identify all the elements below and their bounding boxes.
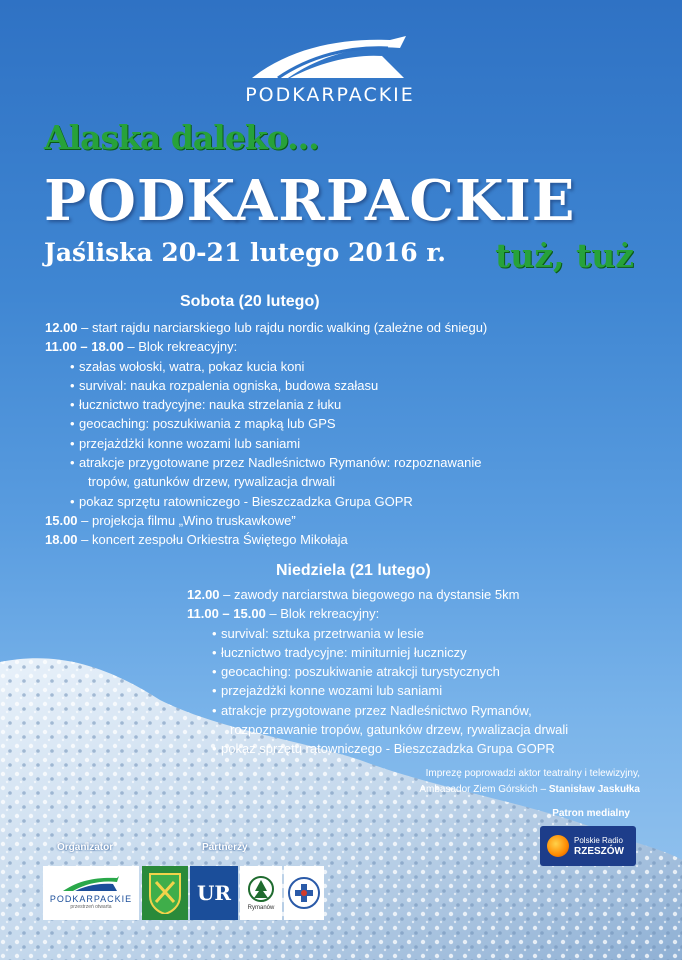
sunday-schedule — [187, 585, 568, 759]
schedule-bullet: • przejażdżki konne wozami lub saniami — [187, 681, 568, 700]
partner-ur-logo — [190, 866, 238, 920]
schedule-row: 15.00 – projekcja filmu „Wino truskawkowe” — [45, 512, 296, 528]
schedule-bullet: • geocaching: poszukiwanie atrakcji turystycznych — [187, 662, 568, 681]
coat-of-arms-icon — [148, 872, 182, 914]
logo-brand-text: PODKARPACKIE — [245, 84, 415, 106]
schedule-bullet: • łucznictwo tradycyjne: nauka strzelania z łuku — [45, 395, 487, 414]
patron-label: Patron medialny — [552, 808, 630, 819]
organizer-name: PODKARPACKIE — [49, 894, 133, 904]
partner-gopr-logo — [284, 866, 324, 920]
radio-circle-icon — [547, 835, 569, 857]
mountain-logo-icon — [250, 34, 410, 82]
forestry-logo-text: Rymanów — [247, 905, 275, 911]
tagline-top: Alaska daleko... — [44, 118, 319, 157]
schedule-bullet: • atrakcje przygotowane przez Nadleśnictwo Rymanów: rozpoznawanie — [45, 453, 487, 472]
schedule-bullet: • przejażdżki konne wozami lub saniami — [45, 434, 487, 453]
partner-crest-logo — [142, 866, 188, 920]
sunday-heading: Niedziela (21 lutego) — [276, 562, 431, 579]
tagline-bottom: tuż, tuż — [495, 236, 634, 275]
saturday-schedule — [45, 318, 487, 550]
schedule-bullet: • atrakcje przygotowane przez Nadleśnictwo Rymanów, — [187, 701, 568, 720]
organizer-mountain-icon — [61, 876, 121, 892]
schedule-row: 12.00 – start rajdu narciarskiego lub rajdu nordic walking (zależne od śniegu) — [45, 320, 488, 335]
gopr-cross-icon — [287, 876, 321, 910]
host-name: Stanisław Jaskułka — [548, 784, 640, 795]
organizer-label: Organizator — [57, 842, 114, 853]
schedule-continuation: rozpoznawanie tropów, gatunków drzew, rywalizacja drwali — [230, 722, 569, 738]
host-line-2: Ambasador Ziem Górskich – Stanisław Jaskułka — [419, 784, 640, 795]
schedule-bullet: • szałas wołoski, watra, pokaz kucia koni — [45, 357, 487, 376]
schedule-continuation: tropów, gatunków drzew, rywalizacja drwali — [88, 474, 336, 490]
host-line-1: Imprezę poprowadzi aktor teatralny i telewizyjny, — [425, 768, 640, 779]
forestry-tree-icon — [247, 875, 275, 905]
partners-label: Partnerzy — [202, 842, 248, 853]
polskie-radio-logo — [540, 826, 636, 866]
schedule-row: 18.00 – koncert zespołu Orkiestra Świętego Mikołaja — [45, 532, 348, 548]
schedule-bullet: • pokaz sprzętu ratowniczego - Bieszczadzka Grupa GOPR — [45, 492, 487, 511]
poster-title: PODKARPACKIE — [44, 168, 576, 234]
schedule-bullet: • pokaz sprzętu ratowniczego - Bieszczadzka Grupa GOPR — [187, 739, 568, 758]
organizer-subtitle: przestrzeń otwarta — [70, 904, 112, 910]
schedule-bullet: • survival: nauka rozpalenia ogniska, budowa szałasu — [45, 376, 487, 395]
ur-logo-text: UR — [196, 881, 232, 905]
schedule-bullet: • geocaching: poszukiwania z mapką lub GPS — [45, 414, 487, 433]
podkarpackie-logo — [210, 34, 450, 106]
partner-forestry-logo — [240, 866, 282, 920]
organizer-logo — [43, 866, 139, 920]
schedule-bullet: • survival: sztuka przetrwania w lesie — [187, 624, 568, 643]
schedule-row: 11.00 – 18.00 – Blok rekreacyjny: — [45, 339, 238, 355]
event-date: Jaśliska 20-21 lutego 2016 r. — [44, 238, 446, 267]
radio-logo-text: Polskie Radio RZESZÓW — [574, 836, 624, 857]
host-note — [419, 766, 640, 798]
schedule-bullet: • łucznictwo tradycyjne: miniturniej łuczniczy — [187, 643, 568, 662]
schedule-row: 12.00 – zawody narciarstwa biegowego na dystansie 5km — [187, 587, 520, 602]
saturday-heading: Sobota (20 lutego) — [180, 293, 320, 310]
schedule-row: 11.00 – 15.00 – Blok rekreacyjny: — [187, 606, 380, 622]
